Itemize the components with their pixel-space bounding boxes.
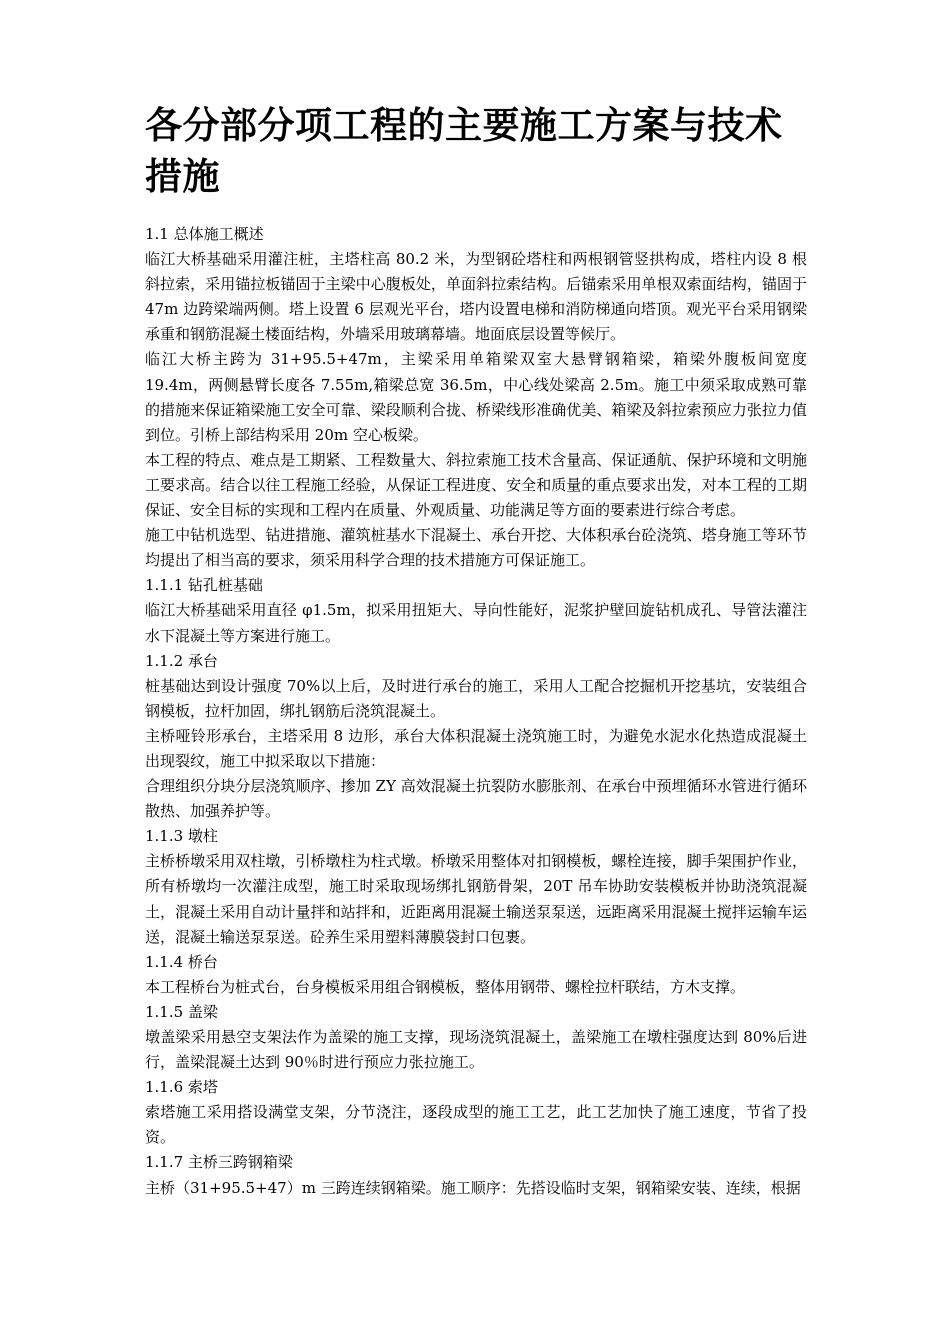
section-heading: 1.1.6 索塔 [145, 1078, 218, 1097]
paragraph: 本工程桥台为桩式台，台身模板采用组合钢模板，整体用钢带、螺栓拉杆联结，方木支撑。 [145, 977, 746, 996]
section-heading: 1.1.2 承台 [145, 651, 218, 670]
document-page [145, 100, 807, 1201]
section-heading: 1.1 总体施工概述 [145, 225, 264, 243]
section-heading: 1.1.5 盖梁 [145, 1002, 218, 1021]
paragraph: 合理组织分块分层浇筑顺序、掺加 ZY 高效混凝土抗裂防水膨胀剂、在承台中预埋循环水管进行循环散热、加强养护等。 [145, 777, 807, 821]
paragraph: 主桥（31+95.5+47）m 三跨连续钢箱梁。施工顺序：先搭设临时支架，钢箱梁安装、连续，根据 [145, 1178, 801, 1197]
paragraph: 索塔施工采用搭设满堂支架，分节浇注，逐段成型的施工工艺，此工艺加快了施工速度，节省了投资。 [145, 1103, 807, 1147]
paragraph: 主桥哑铃形承台，主塔采用 8 边形，承台大体积混凝土浇筑施工时，为避免水泥水化热造成混凝土出现裂纹，施工中拟采取以下措施： [145, 726, 807, 770]
section-heading: 1.1.7 主桥三跨钢箱梁 [145, 1153, 293, 1172]
section-heading: 1.1.1 钻孔桩基础 [145, 576, 263, 595]
document-title: 各分部分项工程的主要施工方案与技术措施 [145, 103, 783, 198]
section-heading: 1.1.4 桥台 [145, 952, 218, 971]
paragraph: 本工程的特点、难点是工期紧、工程数量大、斜拉索施工技术含量高、保证通航、保护环境和文明施工要求高。结合以往工程施工经验，从保证工程进度、安全和质量的重点要求出发，对本工程的工期保证、安全目标的实现和工程内在质量、外观质量、功能满足等方面的要素进行综合考虑。 [145, 450, 807, 520]
document-body [145, 222, 807, 1201]
paragraph: 桩基础达到设计强度 70%以上后，及时进行承台的施工，采用人工配合挖掘机开挖基坑，安装组合钢模板，拉杆加固，绑扎钢筋后浇筑混凝土。 [145, 676, 807, 720]
paragraph: 施工中钻机选型、钻进措施、灌筑桩基水下混凝土、承台开挖、大体积承台砼浇筑、塔身施工等环节均提出了相当高的要求，须采用科学合理的技术措施方可保证施工。 [145, 526, 807, 570]
paragraph: 主桥桥墩采用双柱墩，引桥墩柱为柱式墩。桥墩采用整体对扣钢模板，螺栓连接，脚手架围护作业，所有桥墩均一次灌注成型，施工时采取现场绑扎钢筋骨架，20T 吊车协助安装模板并协助浇筑混凝土，混凝土采用自动计量拌和站拌和，近距离用混凝土输送泵泵送，远距离采用混凝土搅拌运输车运送，混凝土输送泵泵送。砼养生采用塑料薄膜袋封口包裹。 [145, 852, 807, 946]
paragraph: 临江大桥基础采用灌注桩，主塔柱高 80.2 米，为型钢砼塔柱和两根钢管竖拱构成，塔柱内设 8 根斜拉索，采用锚拉板锚固于主梁中心腹板处，单面斜拉索结构。后锚索采用单根双索面结构，锚固于 47m 边跨梁端两侧。塔上设置 6 层观光平台，塔内设置电梯和消防梯通向塔顶。观光平台采用钢梁承重和钢筋混凝土楼面结构，外墙采用玻璃幕墙。地面底层设置等候厅。 [145, 250, 807, 344]
paragraph: 墩盖梁采用悬空支架法作为盖梁的施工支撑，现场浇筑混凝土，盖梁施工在墩柱强度达到 80%后进行，盖梁混凝土达到 90％时进行预应力张拉施工。 [145, 1028, 807, 1072]
section-heading: 1.1.3 墩柱 [145, 827, 218, 846]
paragraph: 临江大桥基础采用直径 φ1.5m，拟采用扭矩大、导向性能好，泥浆护壁回旋钻机成孔、导管法灌注水下混凝土等方案进行施工。 [145, 601, 807, 645]
paragraph: 临江大桥主跨为 31+95.5+47m，主梁采用单箱梁双室大悬臂钢箱梁，箱梁外腹板间宽度 19.4m，两侧悬臂长度各 7.55m,箱梁总宽 36.5m，中心线处梁高 2.5m。施工中须采取成熟可靠的措施来保证箱梁施工安全可靠、梁段顺利合拢、桥梁线形准确优美、箱梁及斜拉索预应力张拉力值到位。引桥上部结构采用 20m 空心板梁。 [145, 350, 807, 444]
